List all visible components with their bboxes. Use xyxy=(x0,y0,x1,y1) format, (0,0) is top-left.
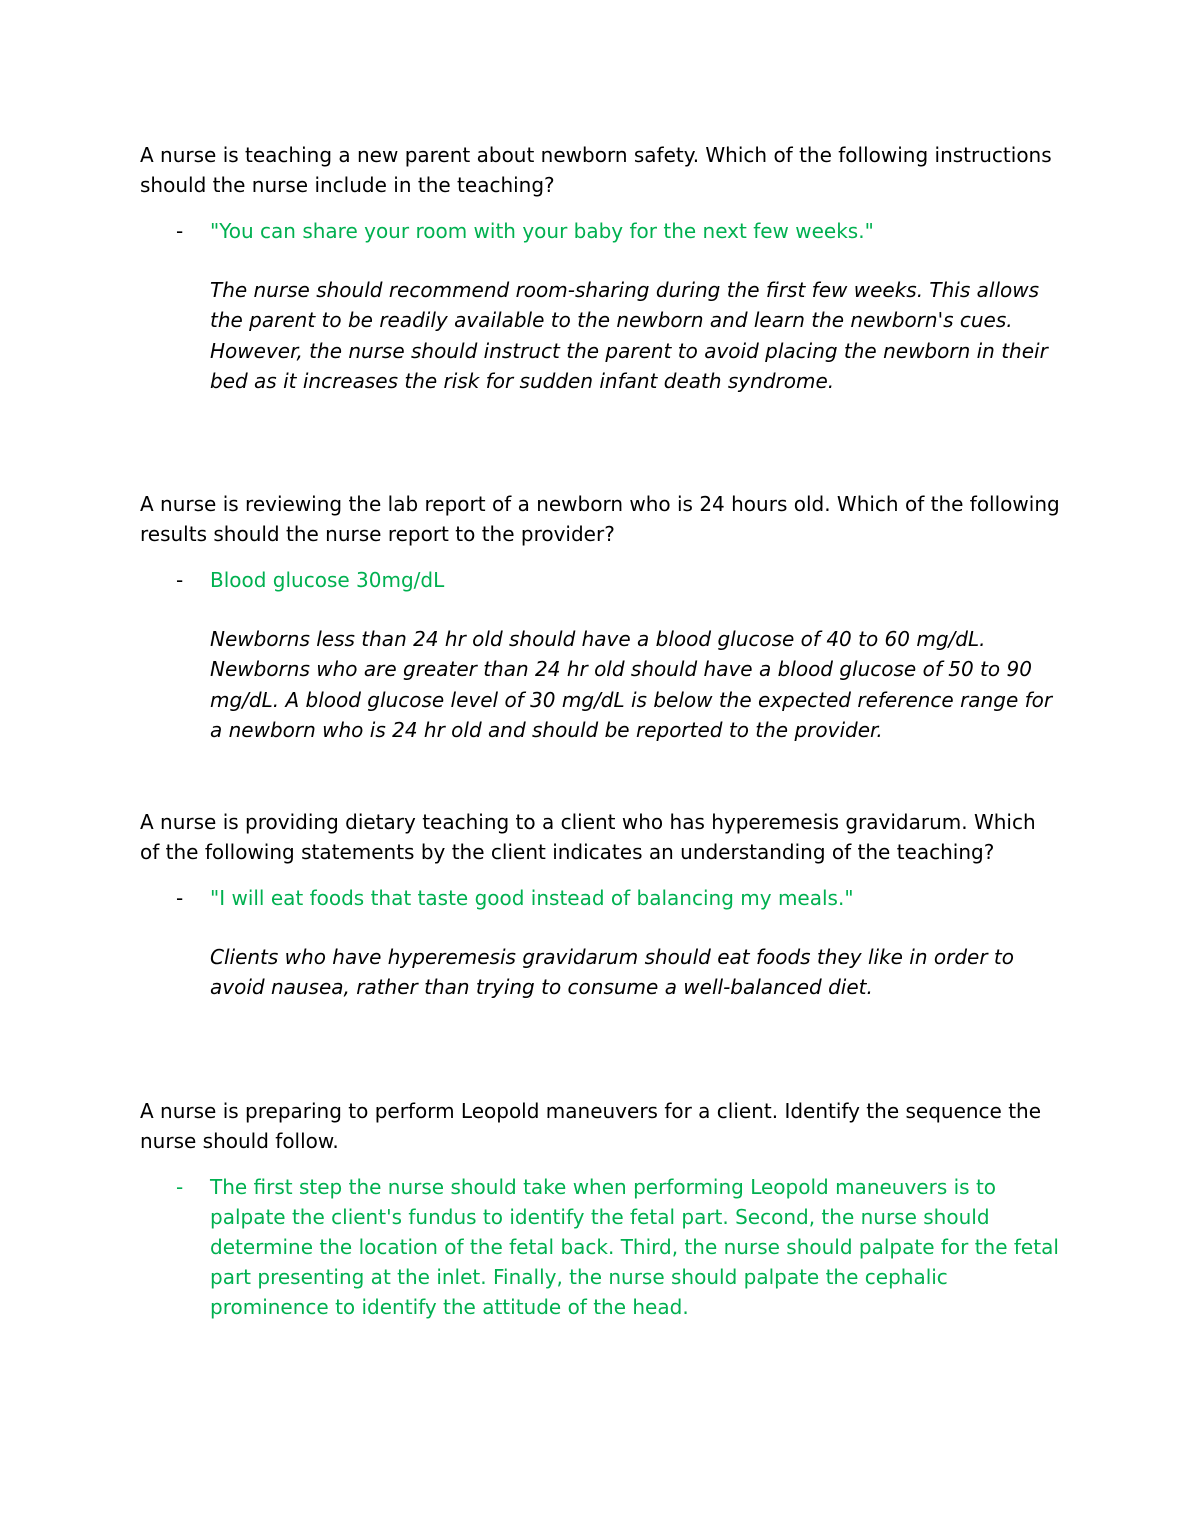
question-text: A nurse is preparing to perform Leopold maneuvers for a client. Identify the sequence the nurse should follow. xyxy=(140,1099,1042,1153)
question-text: A nurse is teaching a new parent about newborn safety. Which of the following instructions should the nurse include in the teaching? xyxy=(140,143,1052,197)
bullet-dash: - xyxy=(176,886,184,910)
question-text: A nurse is reviewing the lab report of a newborn who is 24 hours old. Which of the following results should the nurse report to the provider? xyxy=(140,492,1060,546)
answer-item xyxy=(140,883,1060,913)
question-block-4 xyxy=(140,1096,1060,1322)
bullet-dash: - xyxy=(176,568,184,592)
answer-text: "You can share your room with your baby for the next few weeks." xyxy=(210,219,874,243)
rationale-text: Clients who have hyperemesis gravidarum should eat foods they like in order to avoid nausea, rather than trying to consume a well-balanced diet. xyxy=(210,945,1015,1000)
rationale-text: The nurse should recommend room-sharing during the first few weeks. This allows the parent to be readily available to the newborn and learn the newborn's cues. However, the nurse should instruct the parent to avoid placing the newborn in their bed as it increases the risk for sudden infant death syndrome. xyxy=(210,278,1048,393)
answer-text: Blood glucose 30mg/dL xyxy=(210,568,445,592)
bullet-dash: - xyxy=(176,1175,184,1199)
question-block-3 xyxy=(140,807,1060,1003)
answer-text: "I will eat foods that taste good instead of balancing my meals." xyxy=(210,886,854,910)
answer-item xyxy=(140,1172,1060,1322)
bullet-dash: - xyxy=(176,219,184,243)
answer-item xyxy=(140,565,1060,595)
question-block-1 xyxy=(140,140,1060,396)
answer-item xyxy=(140,216,1060,246)
question-block-2 xyxy=(140,489,1060,745)
answer-text: The first step the nurse should take when performing Leopold maneuvers is to palpate the client's fundus to identify the fetal part. Second, the nurse should determine the location of the fetal back. Third, the nurse should palpate for the fetal part presenting at the inlet. Finally, the nurse should palpate the cephalic prominence to identify the attitude of the head. xyxy=(210,1175,1059,1319)
rationale-text: Newborns less than 24 hr old should have a blood glucose of 40 to 60 mg/dL. Newborns who are greater than 24 hr old should have a blood glucose of 50 to 90 mg/dL. A blood glucose level of 30 mg/dL is below the expected reference range for a newborn who is 24 hr old and should be reported to the provider. xyxy=(210,627,1053,742)
question-text: A nurse is providing dietary teaching to a client who has hyperemesis gravidarum. Which of the following statements by the client indicates an understanding of the teaching? xyxy=(140,810,1036,864)
